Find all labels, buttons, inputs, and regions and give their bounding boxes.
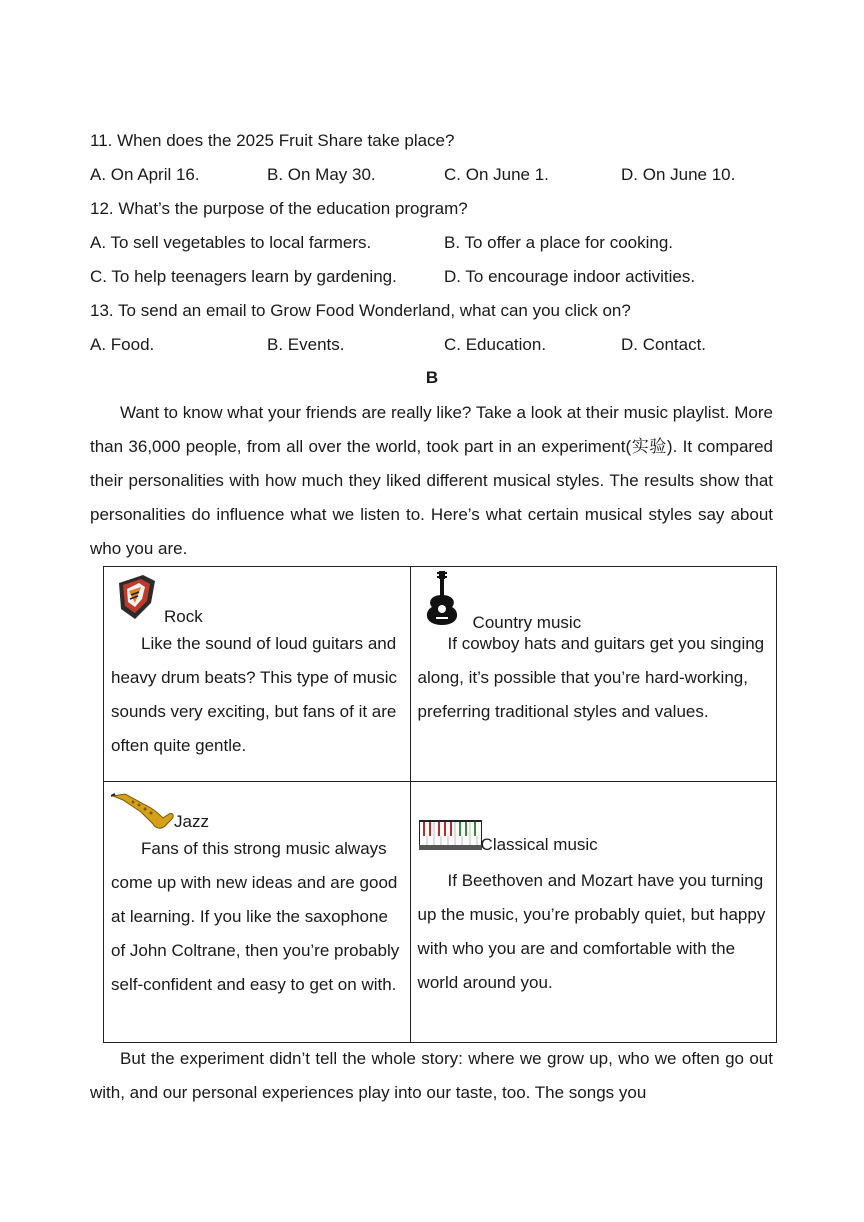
question-12-option-c[interactable]: C. To help teenagers learn by gardening. [90,267,397,286]
question-11-options [90,165,790,189]
piano-keys-icon [419,820,482,855]
classical-text: If Beethoven and Mozart have you turning up the music, you’re probably quiet, but happy with who you are and comfortable with the world around you. [417,871,766,992]
country-text: If cowboy hats and guitars get you singing along, it’s possible that you’re hard-working, preferring traditional styles and values. [417,634,765,721]
question-13-option-a[interactable]: A. Food. [90,335,155,354]
section-b-intro [90,396,773,566]
country-title: Country music [472,613,582,632]
question-11-stem: 11. When does the 2025 Fruit Share take place? [90,131,455,150]
question-11-option-d[interactable]: D. On June 10. [621,165,736,184]
question-11-option-b[interactable]: B. On May 30. [267,165,376,184]
rock-text: Like the sound of loud guitars and heavy drum beats? This type of music sounds very exciting, but fans of it are often quite gentle. [111,634,397,755]
question-11-option-a[interactable]: A. On April 16. [90,165,200,184]
country-cell [410,567,776,782]
classical-title: Classical music [480,835,598,854]
section-b-closing [90,1042,773,1110]
rock-cell [104,567,411,782]
section-b-heading: B [425,368,439,387]
question-13-option-c[interactable]: C. Education. [444,335,547,354]
question-12-options-row2 [90,267,790,291]
section-b-closing-text: But the experiment didn’t tell the whole story: where we grow up, who we often go out with, and our personal experiences play into our taste, too. The songs you [90,1049,773,1102]
section-b-intro-text: Want to know what your friends are really like? Take a look at their music playlist. More than 36,000 people, from all over the world, took part in an experiment(实验). It compared their personalities with how much they liked different musical styles. The results show that personalities do influence what we listen to. Here’s what certain musical styles say about who you are. [90,403,773,558]
guitar-icon [420,571,464,632]
question-13-stem: 13. To send an email to Grow Food Wonderland, what can you click on? [90,301,631,320]
jazz-title: Jazz [174,812,209,831]
question-12-stem: 12. What’s the purpose of the education program? [90,199,468,218]
rock-icon [113,573,161,626]
jazz-cell [104,782,411,1043]
jazz-text: Fans of this strong music always come up with new ideas and are good at learning. If you like the saxophone of John Coltrane, then you’re probably self-confident and easy to get on with. [111,839,400,994]
question-13-options [90,335,790,359]
music-styles-table [103,566,777,1043]
question-11-option-c[interactable]: C. On June 1. [444,165,549,184]
question-12-option-d[interactable]: D. To encourage indoor activities. [444,267,696,286]
question-12-options-row1 [90,233,790,257]
classical-cell [410,782,776,1043]
saxophone-icon [111,790,175,835]
question-13-option-d[interactable]: D. Contact. [621,335,707,354]
question-13-option-b[interactable]: B. Events. [267,335,345,354]
question-12-option-a[interactable]: A. To sell vegetables to local farmers. [90,233,372,252]
question-12-option-b[interactable]: B. To offer a place for cooking. [444,233,674,252]
rock-title: Rock [164,607,203,626]
